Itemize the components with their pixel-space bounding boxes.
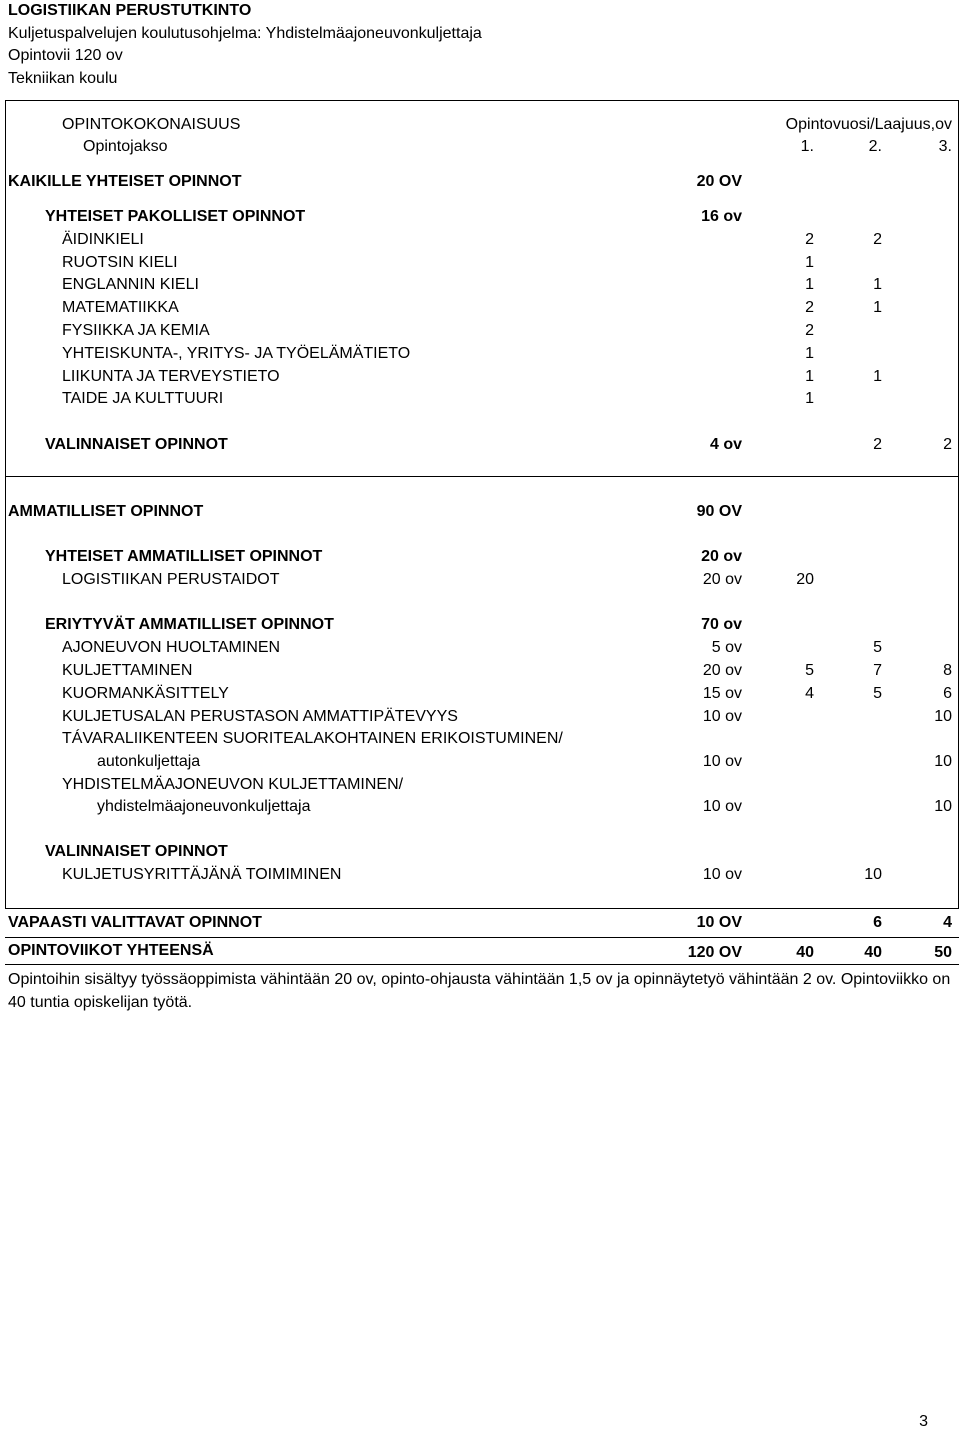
year-3-value: 10: [934, 798, 952, 815]
section-divider: [5, 476, 959, 477]
year-2-value: 1: [873, 299, 882, 316]
section-divider: [5, 964, 959, 965]
course-row: [0, 707, 960, 727]
year-3-value: 8: [943, 662, 952, 679]
section-title: AMMATILLISET OPINNOT: [8, 503, 204, 520]
year-2-value: 6: [873, 914, 882, 931]
program-name: Kuljetuspalvelujen koulutusohjelma: Yhdistelmäajoneuvonkuljettaja: [8, 24, 482, 42]
year-1-value: 1: [805, 345, 814, 362]
course-row: [0, 253, 960, 273]
course-name: MATEMATIIKKA: [62, 299, 179, 316]
subsection-heading: [0, 547, 960, 567]
course-row: [0, 684, 960, 704]
course-volume: 10 ov: [702, 798, 742, 815]
year-1-value: 4: [805, 685, 814, 702]
subsection-volume: 16 ov: [701, 208, 742, 225]
totals-row: [0, 941, 960, 961]
course-row: [0, 321, 960, 341]
subsection-title: VALINNAISET OPINNOT: [45, 436, 228, 453]
year-2-value: 2: [873, 436, 882, 453]
section-volume: 90 OV: [696, 503, 742, 520]
course-name: YHTEISKUNTA-, YRITYS- JA TYÖELÄMÄTIETO: [62, 345, 411, 362]
course-header: Opintojakso: [83, 138, 168, 155]
subsection-volume: 4 ov: [709, 436, 742, 453]
course-name: FYSIIKKA JA KEMIA: [62, 322, 210, 339]
document-title: LOGISTIIKAN PERUSTUTKINTO: [8, 2, 252, 19]
course-name: KULJETUSALAN PERUSTASON AMMATTIPÄTEVYYS: [62, 708, 458, 725]
course-name: KULJETUSYRITTÄJÄNÄ TOIMIMINEN: [62, 866, 342, 883]
course-name: AJONEUVON HUOLTAMINEN: [62, 639, 281, 656]
subsection-heading: [0, 842, 960, 862]
section-title: KAIKILLE YHTEISET OPINNOT: [8, 173, 242, 190]
year-3-value: 10: [934, 708, 952, 725]
year-1-header: 1.: [800, 138, 814, 155]
totals-title: OPINTOVIIKOT YHTEENSÄ: [8, 942, 214, 959]
course-row: [0, 275, 960, 295]
year-2-value: 2: [873, 231, 882, 248]
course-row: [0, 344, 960, 364]
free-choice-volume: 10 OV: [696, 914, 742, 931]
page-number: 3: [919, 1413, 928, 1430]
course-volume: 10 ov: [702, 753, 742, 770]
subsection-heading: [0, 615, 960, 635]
year-3-value: 6: [943, 685, 952, 702]
course-row: [0, 729, 960, 749]
course-name: KUORMANKÄSITTELY: [62, 685, 229, 702]
year-2-value: 5: [873, 685, 882, 702]
subsection-volume: 20 ov: [701, 548, 742, 565]
year-1-value: 2: [805, 322, 814, 339]
program-credits: Opintovii 120 ov: [8, 47, 123, 64]
course-row: [0, 865, 960, 885]
year-1-value: 1: [805, 390, 814, 407]
year-1-value: 2: [805, 299, 814, 316]
course-row: [0, 797, 960, 817]
year-3-value: 10: [934, 753, 952, 770]
subsection-heading: [0, 435, 960, 455]
course-volume: 5 ov: [711, 639, 742, 656]
section-divider: [5, 908, 959, 909]
course-volume: 10 ov: [702, 708, 742, 725]
course-row: [0, 775, 960, 795]
course-name-continued: yhdistelmäajoneuvonkuljettaja: [97, 798, 311, 815]
year-1-value: 1: [805, 254, 814, 271]
subsection-title: ERIYTYVÄT AMMATILLISET OPINNOT: [45, 616, 334, 633]
course-row: [0, 230, 960, 250]
course-name: KULJETTAMINEN: [62, 662, 193, 679]
course-row: [0, 638, 960, 658]
year-volume-header: Opintovuosi/Laajuus,ov: [785, 116, 952, 133]
course-row: [0, 752, 960, 772]
year-3-header: 3.: [938, 138, 952, 155]
course-row: [0, 367, 960, 387]
subsection-volume: 70 ov: [701, 616, 742, 633]
subsection-title: YHTEISET PAKOLLISET OPINNOT: [45, 208, 306, 225]
course-row: [0, 661, 960, 681]
course-volume: 20 ov: [702, 571, 742, 588]
course-name: YHDISTELMÄAJONEUVON KULJETTAMINEN/: [62, 776, 404, 793]
footnote: Opintoihin sisältyy työssäoppimista vähintään 20 ov, opinto-ohjausta vähintään 1,5 ov ja opinnäytetyö vähintään 2 ov. Opintoviikko on 40 tuntia opiskelijan työtä.: [8, 971, 951, 1011]
year-1-value: 1: [805, 368, 814, 385]
course-volume: 10 ov: [702, 866, 742, 883]
year-1-value: 40: [796, 944, 814, 961]
year-1-value: 1: [805, 276, 814, 293]
course-name: ENGLANNIN KIELI: [62, 276, 199, 293]
course-name: ÄIDINKIELI: [62, 231, 144, 248]
course-name: TAIDE JA KULTTUURI: [62, 390, 224, 407]
year-2-value: 10: [864, 866, 882, 883]
free-choice-title: VAPAASTI VALITTAVAT OPINNOT: [8, 914, 262, 931]
year-2-value: 40: [864, 944, 882, 961]
year-3-value: 4: [943, 914, 952, 931]
course-row: [0, 389, 960, 409]
subsection-title: VALINNAISET OPINNOT: [45, 843, 228, 860]
year-3-value: 2: [943, 436, 952, 453]
course-name: TÁVARALIIKENTEEN SUORITEALAKOHTAINEN ERIKOISTUMINEN/: [62, 730, 563, 747]
school-name: Tekniikan koulu: [8, 69, 118, 87]
year-2-value: 1: [873, 368, 882, 385]
unit-header: OPINTOKOKONAISUUS: [62, 116, 241, 133]
subsection-heading: [0, 207, 960, 227]
totals-volume: 120 OV: [687, 944, 742, 961]
free-choice-row: [0, 913, 960, 933]
subsection-title: YHTEISET AMMATILLISET OPINNOT: [45, 548, 323, 565]
section-volume: 20 OV: [696, 173, 742, 190]
year-2-value: 1: [873, 276, 882, 293]
section-heading: [0, 172, 960, 192]
course-volume: 20 ov: [702, 662, 742, 679]
course-volume: 15 ov: [702, 685, 742, 702]
course-row: [0, 298, 960, 318]
year-2-value: 7: [873, 662, 882, 679]
year-2-value: 5: [873, 639, 882, 656]
course-name: RUOTSIN KIELI: [62, 254, 178, 271]
year-1-value: 2: [805, 231, 814, 248]
course-name: LIIKUNTA JA TERVEYSTIETO: [62, 368, 280, 385]
year-2-header: 2.: [868, 138, 882, 155]
section-heading: [0, 502, 960, 522]
year-1-value: 5: [805, 662, 814, 679]
column-header-row: [0, 137, 960, 157]
document-header: [8, 0, 482, 90]
column-header-row: [0, 115, 960, 135]
course-row: [0, 570, 960, 590]
course-name: LOGISTIIKAN PERUSTAIDOT: [62, 571, 280, 588]
course-name-continued: autonkuljettaja: [97, 753, 201, 770]
year-1-value: 20: [796, 571, 814, 588]
frame-top-rule: [5, 100, 959, 101]
section-divider: [5, 937, 959, 938]
year-3-value: 50: [934, 944, 952, 961]
